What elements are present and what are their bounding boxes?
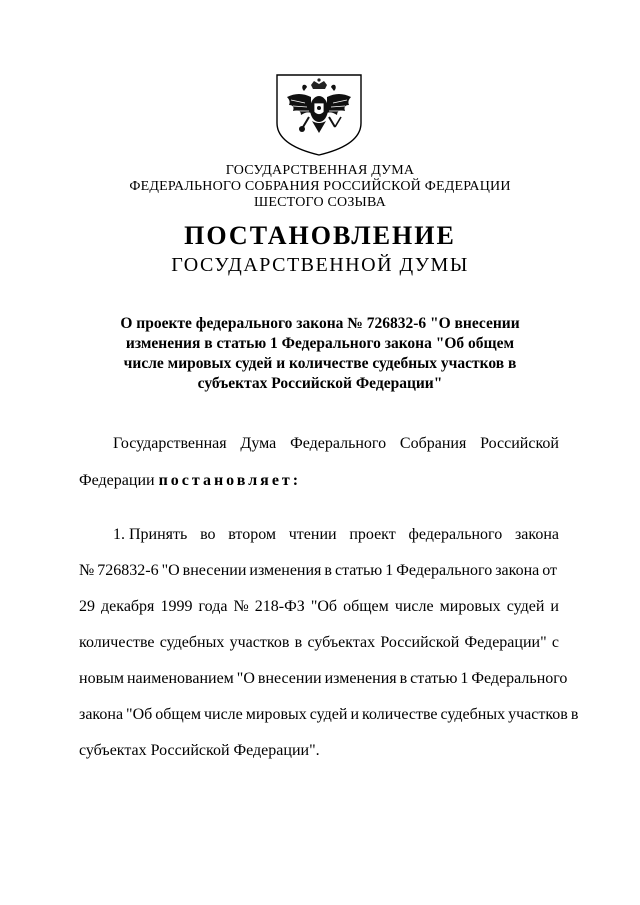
- convocation: ШЕСТОГО СОЗЫВА: [254, 195, 386, 210]
- word: Российской: [480, 435, 559, 452]
- word: чтении: [288, 526, 337, 543]
- word: во: [200, 526, 216, 543]
- subject-line: изменения в статью 1 Федерального закона "Об общем: [125, 335, 515, 352]
- word: проект: [349, 526, 396, 543]
- word: Федерального: [290, 435, 387, 452]
- resolution-item-line: субъектах Российской Федерации".: [79, 742, 320, 759]
- institution-name: ГОСУДАРСТВЕННАЯ ДУМА: [225, 163, 415, 178]
- resolution-item-line: новым наименованием "О внесении изменения в статью 1 Федерального: [79, 670, 568, 687]
- resolution-item-line: количестве судебных участков в субъектах Российской Федерации" с: [79, 634, 559, 651]
- preamble-text: Федерации: [79, 472, 159, 489]
- preamble-line: [79, 471, 559, 491]
- document-type-title: ПОСТАНОВЛЕНИЕ: [184, 221, 456, 250]
- word: Собрания: [399, 435, 467, 452]
- word: втором: [228, 526, 277, 543]
- word: Дума: [240, 435, 277, 452]
- document-issuer: ГОСУДАРСТВЕННОЙ ДУМЫ: [171, 254, 469, 276]
- resolution-item-line: [113, 525, 559, 545]
- word: Государственная: [113, 435, 227, 452]
- preamble-line: [113, 434, 559, 454]
- document-subject: [110, 314, 530, 394]
- word: федерального: [408, 526, 503, 543]
- subject-line: субъектах Российской Федерации": [197, 375, 443, 392]
- resolution-item-line: 29 декабря 1999 года № 218-ФЗ "Об общем числе мировых судей и: [79, 598, 559, 615]
- coat-of-arms-of-russia-icon: [271, 73, 367, 157]
- resolves-word: постановляет:: [158, 472, 302, 489]
- word: закона: [514, 526, 559, 543]
- word: 1. Принять: [113, 526, 188, 543]
- resolution-item-line: закона "Об общем числе мировых судей и количестве судебных участков в: [79, 706, 579, 723]
- subject-line: числе мировых судей и количестве судебных участков в: [123, 355, 517, 372]
- institution-parent: ФЕДЕРАЛЬНОГО СОБРАНИЯ РОССИЙСКОЙ ФЕДЕРАЦИИ: [129, 179, 511, 194]
- resolution-item-line: № 726832-6 "О внесении изменения в статью 1 Федерального закона от: [79, 562, 558, 579]
- subject-line: О проекте федерального закона № 726832-6 "О внесении: [120, 315, 520, 332]
